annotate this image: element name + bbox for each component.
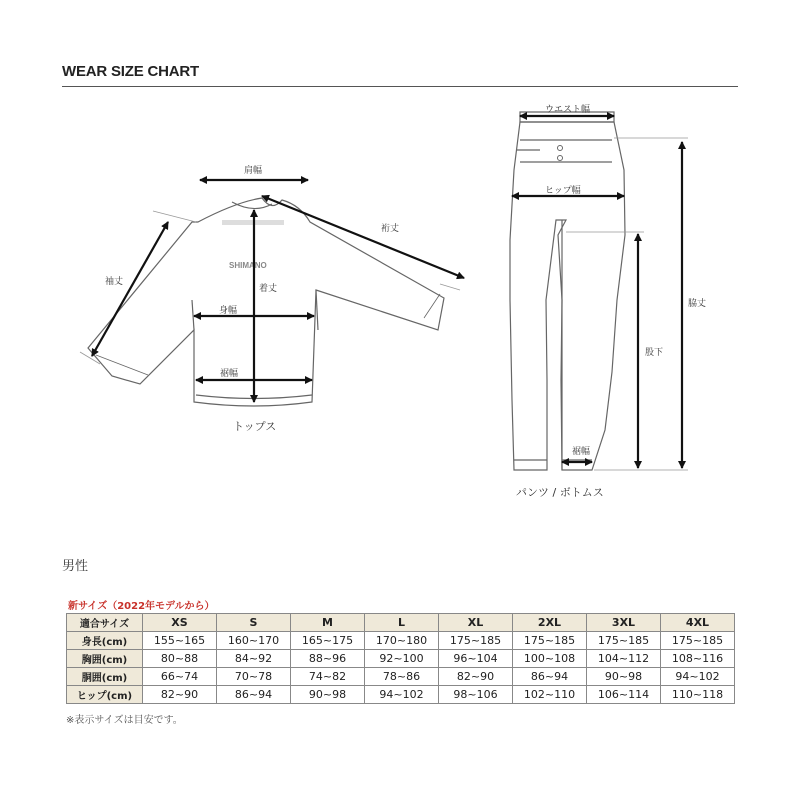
table-cell: 175~185 [513,632,587,650]
table-cell: 86~94 [513,668,587,686]
tops-label-chest: 身幅 [219,306,238,316]
table-cell: 94~102 [365,686,439,704]
table-cell: 88~96 [291,650,365,668]
tops-label-hem: 裾幅 [220,369,239,379]
tops-label-sleeve: 袖丈 [105,277,124,287]
table-cell: 175~185 [439,632,513,650]
size-col-header: M [291,614,365,632]
section-title: 男性 [62,559,89,574]
tops-label-yuki: 裄丈 [381,224,400,234]
pants-label-waist: ウエスト幅 [545,105,591,115]
table-cell: 82~90 [143,686,217,704]
table-cell: 108~116 [661,650,735,668]
table-row [67,668,735,686]
tops-label-body-length: 着丈 [259,284,278,294]
page-title: WEAR SIZE CHART [62,63,199,80]
table-row [67,650,735,668]
pants-label-inseam: 股下 [645,348,664,358]
table-cell: 92~100 [365,650,439,668]
tops-measure-lines [92,180,464,402]
pants-caption: パンツ / ボトムス [516,486,604,499]
table-cell: 96~104 [439,650,513,668]
table-cell: 86~94 [217,686,291,704]
table-cell: 94~102 [661,668,735,686]
size-header-row [67,614,735,632]
row-label: 胴囲(cm) [67,668,143,686]
size-col-header: XS [143,614,217,632]
table-cell: 66~74 [143,668,217,686]
row-label: 胸囲(cm) [67,650,143,668]
table-row [67,686,735,704]
table-cell: 100~108 [513,650,587,668]
pants-label-hem: 裾幅 [572,447,591,457]
table-cell: 74~82 [291,668,365,686]
size-col-header: XL [439,614,513,632]
table-cell: 90~98 [587,668,661,686]
table-cell: 104~112 [587,650,661,668]
size-col-header: 3XL [587,614,661,632]
table-title: 新サイズ（2022年モデルから） [68,601,215,612]
size-col-header: 2XL [513,614,587,632]
table-cell: 170~180 [365,632,439,650]
table-corner: 適合サイズ [67,614,143,632]
pants-buttons [558,146,563,161]
table-cell: 155~165 [143,632,217,650]
table-cell: 165~175 [291,632,365,650]
table-cell: 175~185 [661,632,735,650]
pants-label-hip: ヒップ幅 [545,186,581,196]
tops-caption: トップス [233,420,277,433]
size-table [66,613,735,704]
table-cell: 78~86 [365,668,439,686]
table-cell: 90~98 [291,686,365,704]
pants-label-outseam: 脇丈 [688,299,707,309]
table-cell: 98~106 [439,686,513,704]
table-cell: 175~185 [587,632,661,650]
size-col-header: 4XL [661,614,735,632]
table-cell: 102~110 [513,686,587,704]
size-col-header: L [365,614,439,632]
table-cell: 84~92 [217,650,291,668]
size-col-header: S [217,614,291,632]
row-label: 身長(cm) [67,632,143,650]
table-cell: 106~114 [587,686,661,704]
tops-label-shoulder: 肩幅 [244,166,263,176]
table-cell: 82~90 [439,668,513,686]
tops-logo-text: SHIMANO [229,261,267,270]
row-label: ヒップ(cm) [67,686,143,704]
table-row [67,632,735,650]
pants-measure-lines [512,116,682,468]
table-cell: 110~118 [661,686,735,704]
pants-guide-lines [566,138,688,470]
size-note: ※表示サイズは目安です。 [66,715,183,726]
table-cell: 160~170 [217,632,291,650]
table-cell: 80~88 [143,650,217,668]
pants-illustration [510,112,625,470]
table-cell: 70~78 [217,668,291,686]
